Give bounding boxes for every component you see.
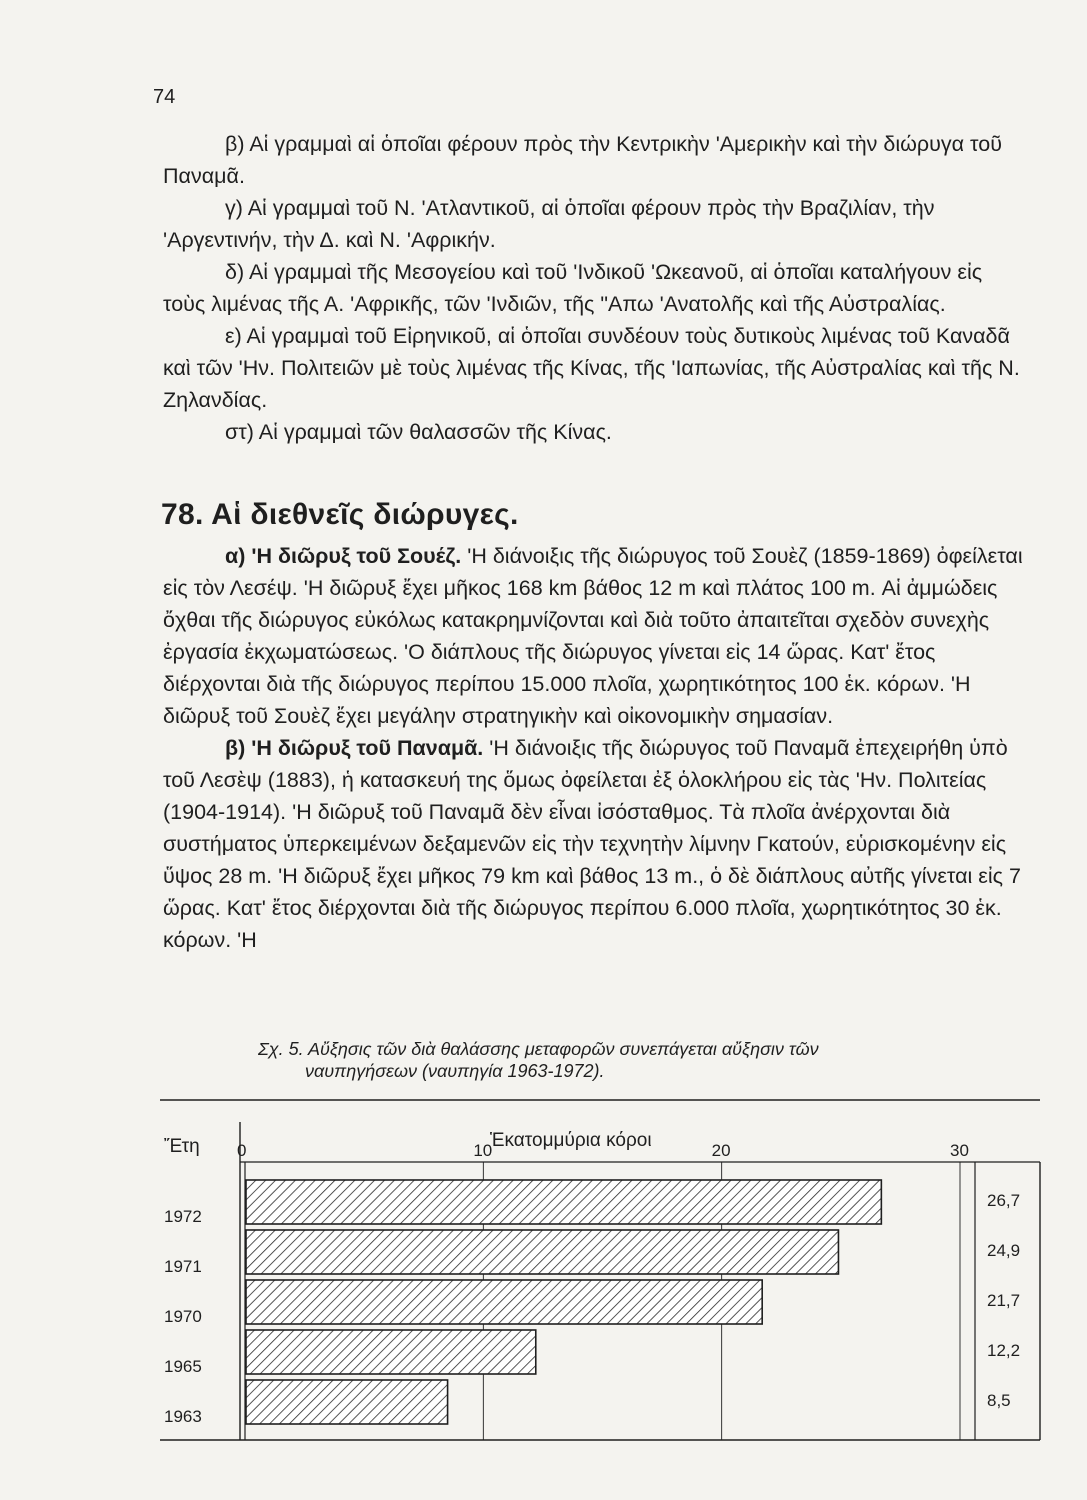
chart-category-label: 1971	[164, 1257, 202, 1276]
chart-tick-label: 10	[473, 1141, 493, 1160]
chart-bar	[246, 1280, 762, 1324]
chart-value-label: 21,7	[987, 1291, 1021, 1310]
list-marker: στ)	[225, 420, 254, 444]
chart-value-header: Ἑκατομμύρια κόροι	[490, 1130, 652, 1151]
chart-category-header: Ἔτη	[164, 1136, 200, 1157]
suez-text: 'Η διάνοιξις τῆς διώρυγος τοῦ Σουὲζ (1859-1869) ὀφείλεται εἰς τὸν Λεσέψ. 'Η διῶρυξ ἔχει μῆκος 168 km βάθος 12 m καὶ πλάτος 100 m. Αἱ ἀμμώδεις ὄχθαι τῆς διώρυγος εὐκόλως κατακρημνίζονται καὶ διὰ τοῦτο ἀπαιτεῖται σχεδὸν συνεχὴς ἐργασία ἐκχωματώσεως. 'Ο διάπλους τῆς διώρυγος γίνεται εἰς 14 ὥρας. Κατ' ἔτος διέρχονται διὰ τῆς διώρυγος περίπου 15.000 πλοῖα, χωρητικότητος 100 ἑκ. κόρων. 'Η διῶρυξ τοῦ Σουὲζ ἔχει μεγάλην στρατηγικὴν καὶ οἰκονομικὴν σημασίαν.	[163, 544, 1023, 728]
page-number: 74	[153, 86, 176, 108]
list-text: Αἱ γραμμαὶ τῆς Μεσογείου καὶ τοῦ 'Ινδικοῦ 'Ωκεανοῦ, αἱ ὁποῖαι καταλήγουν εἰς τοὺς λιμένας τῆς Α. 'Αφρικῆς, τῶν 'Ινδιῶν, τῆς "Απω 'Ανατολῆς καὶ τῆς Αὐστραλίας.	[163, 260, 983, 316]
panama-heading: β) 'Η διῶρυξ τοῦ Παναμᾶ.	[225, 736, 484, 760]
chart-tick-label: 20	[711, 1141, 731, 1160]
suez-heading: α) 'Η διῶρυξ τοῦ Σουέζ.	[225, 544, 462, 568]
panama-text: 'Η διάνοιξις τῆς διώρυγος τοῦ Παναμᾶ ἐπεχειρήθη ὑπὸ τοῦ Λεσὲψ (1883), ἡ κατασκευή της ὅμως ὀφείλεται ἐξ ὁλοκλήρου εἰς τὰς 'Ην. Πολιτείας (1904-1914). 'Η διῶρυξ τοῦ Παναμᾶ δὲν εἶναι ἰσόσταθμος. Τὰ πλοῖα ἀνέρχονται διὰ συστήματος ὑπερκειμένων δεξαμενῶν εἰς τὴν τεχνητὴν λίμνην Γκατούν, εὑρισκομένην εἰς ὕψος 28 m. 'Η διῶρυξ ἔχει μῆκος 79 km καὶ βάθος 13 m., ὁ δὲ διάπλους αὐτῆς γίνεται εἰς 7 ὥρας. Κατ' ἔτος διέρχονται διὰ τῆς διώρυγος περίπου 6.000 πλοῖα, χωρητικότητος 30 ἑκ. κόρων. 'Η	[163, 736, 1021, 952]
chart-value-label: 24,9	[987, 1241, 1021, 1260]
chart-value-label: 8,5	[987, 1391, 1011, 1410]
list-marker: γ)	[225, 196, 243, 220]
caption-line-1: Σχ. 5. Αὔξησις τῶν διὰ θαλάσσης μεταφορῶν συνεπάγεται αὔξησιν τῶν	[258, 1039, 819, 1059]
chart-tick-label: 0	[237, 1141, 247, 1160]
chart-bar	[246, 1380, 448, 1424]
list-text: Αἱ γραμμαὶ αἱ ὁποῖαι φέρουν πρὸς τὴν Κεντρικὴν 'Αμερικὴν καὶ τὴν διώρυγα τοῦ Παναμᾶ.	[163, 132, 1002, 188]
chart-bars	[246, 1180, 881, 1424]
chart-value-label: 26,7	[987, 1191, 1021, 1210]
list-text: Αἱ γραμμαὶ τοῦ Ν. 'Ατλαντικοῦ, αἱ ὁποῖαι φέρουν πρὸς τὴν Βραζιλίαν, τὴν 'Αργεντινήν, τὴν Δ. καὶ Ν. 'Αφρικήν.	[163, 196, 935, 252]
list-marker: β)	[225, 132, 245, 156]
chart-category-label: 1972	[164, 1207, 202, 1226]
list-text: Αἱ γραμμαὶ τῶν θαλασσῶν τῆς Κίνας.	[258, 420, 612, 444]
section-title: 78. Αἱ διεθνεῖς διώρυγες.	[161, 498, 519, 531]
chart-bar	[246, 1180, 881, 1224]
chart-bar	[246, 1330, 536, 1374]
chart-category-label: 1965	[164, 1357, 202, 1376]
list-marker: ε)	[225, 324, 242, 348]
chart-tick-label: 30	[950, 1141, 969, 1160]
chart-category-label: 1963	[164, 1407, 202, 1426]
list-text: Αἱ γραμμαὶ τοῦ Εἰρηνικοῦ, αἱ ὁποῖαι συνδέουν τοὺς δυτικοὺς λιμένας τοῦ Καναδᾶ καὶ τῶν 'Ην. Πολιτειῶν μὲ τοὺς λιμένας τῆς Κίνας, τῆς 'Ιαπωνίας, τῆς Αὐστραλίας καὶ τῆς Ν. Ζηλανδίας.	[163, 324, 1020, 412]
chart-bar	[246, 1230, 838, 1274]
list-marker: δ)	[225, 260, 245, 284]
chart-value-label: 12,2	[987, 1341, 1021, 1360]
chart-category-label: 1970	[164, 1307, 202, 1326]
caption-line-2: ναυπηγήσεων (ναυπηγία 1963-1972).	[305, 1061, 605, 1081]
